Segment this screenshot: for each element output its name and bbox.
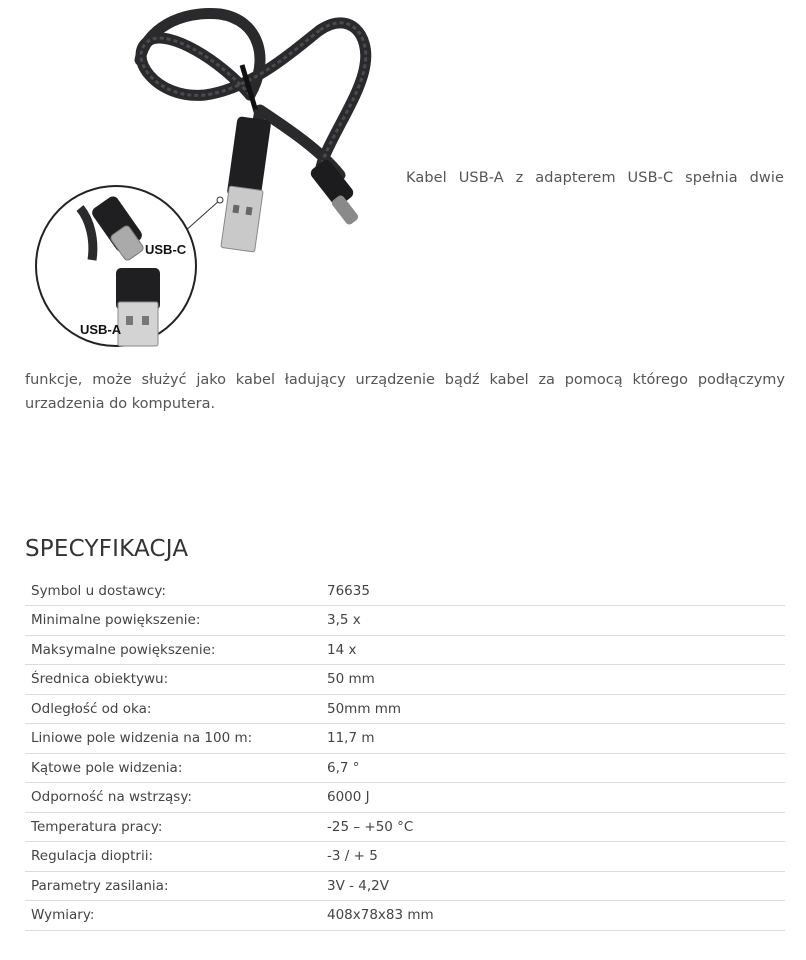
spec-value: 3V - 4,2V xyxy=(321,871,785,901)
spec-label: Odległość od oka: xyxy=(25,694,321,724)
description-line: urzadzenia do komputera. xyxy=(25,396,216,412)
spec-row xyxy=(25,901,785,931)
spec-value: 76635 xyxy=(321,576,785,606)
description-first-line: Kabel USB-A z adapterem USB-C spełnia dwie xyxy=(406,170,784,186)
spec-label: Regulacja dioptrii: xyxy=(25,842,321,872)
spec-row xyxy=(25,753,785,783)
spec-value: 6000 J xyxy=(321,783,785,813)
spec-row xyxy=(25,812,785,842)
spec-label: Wymiary: xyxy=(25,901,321,931)
spec-label: Maksymalne powiększenie: xyxy=(25,635,321,665)
spec-label: Liniowe pole widzenia na 100 m: xyxy=(25,724,321,754)
usb-a-plug-graphic xyxy=(221,116,272,252)
usb-cable-product-image xyxy=(20,0,400,350)
spec-label: Odporność na wstrząsy: xyxy=(25,783,321,813)
spec-value: -25 – +50 °C xyxy=(321,812,785,842)
description-line: funkcje, może służyć jako kabel ładujący urządzenie bądź kabel za pomocą którego podłączymy xyxy=(25,372,785,388)
spec-value: 50mm mm xyxy=(321,694,785,724)
spec-row xyxy=(25,694,785,724)
spec-row xyxy=(25,606,785,636)
spec-value: 11,7 m xyxy=(321,724,785,754)
spec-label: Symbol u dostawcy: xyxy=(25,576,321,606)
usb-c-plug-graphic xyxy=(308,157,359,226)
spec-label: Kątowe pole widzenia: xyxy=(25,753,321,783)
spec-label: Minimalne powiększenie: xyxy=(25,606,321,636)
spec-row xyxy=(25,635,785,665)
spec-value: 50 mm xyxy=(321,665,785,695)
spec-value: 6,7 ° xyxy=(321,753,785,783)
spec-row xyxy=(25,724,785,754)
spec-row xyxy=(25,783,785,813)
spec-row xyxy=(25,576,785,606)
spec-row xyxy=(25,871,785,901)
usb-a-label: USB-A xyxy=(80,322,122,337)
spec-value: 3,5 x xyxy=(321,606,785,636)
spec-row xyxy=(25,665,785,695)
specification-heading: SPECYFIKACJA xyxy=(25,536,189,562)
description-paragraph xyxy=(25,368,785,416)
spec-label: Parametry zasilania: xyxy=(25,871,321,901)
specification-table xyxy=(25,576,785,931)
spec-label: Średnica obiektywu: xyxy=(25,665,321,695)
spec-value: 408x78x83 mm xyxy=(321,901,785,931)
spec-label: Temperatura pracy: xyxy=(25,812,321,842)
spec-value: 14 x xyxy=(321,635,785,665)
spec-value: -3 / + 5 xyxy=(321,842,785,872)
spec-row xyxy=(25,842,785,872)
usb-c-label: USB-C xyxy=(145,242,187,257)
